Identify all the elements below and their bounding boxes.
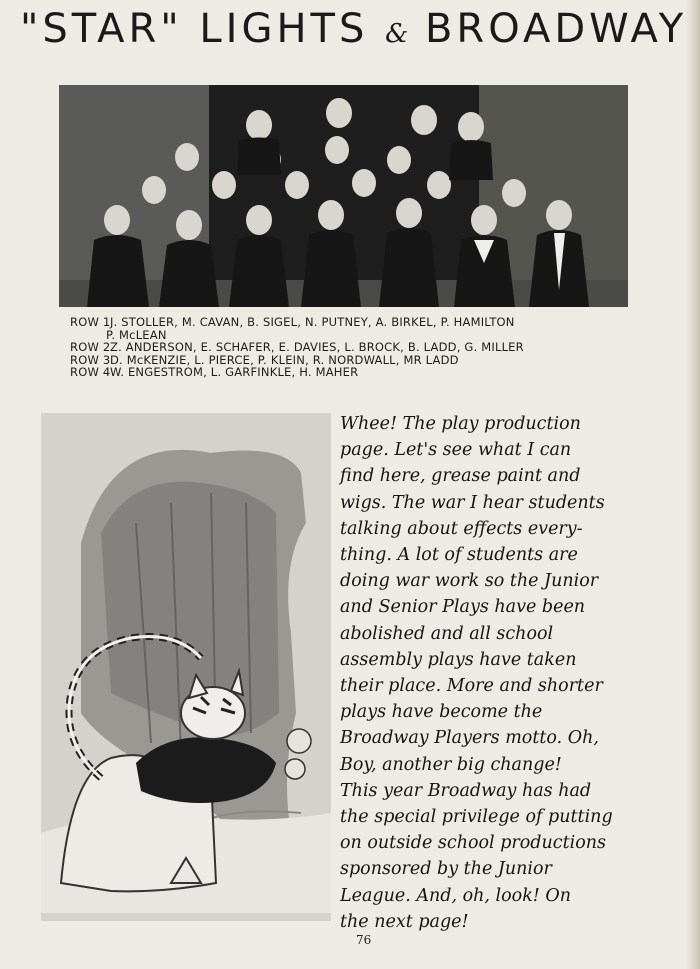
group-photo-image — [59, 85, 628, 307]
handwritten-line: Broadway Players motto. Oh, — [340, 728, 599, 749]
handwritten-line: wigs. The war I hear students — [340, 492, 605, 513]
handwritten-line: abolished and all school — [340, 623, 554, 644]
title-main: "STAR" LIGHTS — [20, 6, 369, 52]
caption-row-label: ROW 3 — [70, 352, 111, 367]
handwritten-line: the special privilege of putting — [340, 807, 613, 828]
handwritten-line: Whee! The play production — [340, 414, 581, 434]
tiger-curtain-illustration — [41, 413, 331, 921]
handwritten-line: on outside school productions — [340, 833, 606, 854]
title-ampersand: & — [385, 19, 409, 49]
caption-row-names: Z. ANDERSON, E. SCHAFER, E. DAVIES, L. BROCK, B. LADD, G. MILLER — [110, 340, 524, 354]
handwritten-line: sponsored by the Junior — [340, 859, 552, 880]
caption-row-names: J. STOLLER, M. CAVAN, B. SIGEL, N. PUTNEY, A. BIRKEL, P. HAMILTON — [110, 315, 515, 329]
handwritten-line: League. And, oh, look! On — [340, 885, 572, 906]
page-number: 76 — [356, 933, 372, 947]
handwritten-line: thing. A lot of students are — [340, 545, 578, 566]
photo-caption — [70, 316, 630, 379]
handwritten-line: assembly plays have taken — [340, 649, 577, 670]
handwritten-line: and Senior Plays have been — [340, 597, 586, 618]
handwritten-line: the next page! — [340, 911, 469, 932]
handwritten-line: their place. More and shorter — [340, 676, 603, 697]
title-end: BROADWAY — [424, 6, 688, 52]
handwritten-line: page. Let's see what I can — [340, 440, 572, 461]
caption-row-names: W. ENGESTROM, L. GARFINKLE, H. MAHER — [110, 365, 359, 379]
handwritten-line: find here, grease paint and — [340, 466, 581, 487]
caption-row-names: D. McKENZIE, L. PIERCE, P. KLEIN, R. NORDWALL, MR LADD — [110, 352, 459, 367]
caption-row-label: ROW 4 — [70, 365, 111, 379]
handwritten-line: This year Broadway has had — [340, 780, 592, 801]
caption-row-4 — [70, 366, 630, 379]
caption-row-names: P. McLEAN — [106, 327, 167, 342]
group-photo — [59, 85, 628, 307]
caption-row-label: ROW 2 — [70, 340, 111, 354]
handwritten-line: doing war work so the Junior — [340, 571, 599, 592]
illustration-drawing — [41, 413, 331, 921]
page-spine-shadow — [686, 0, 700, 969]
caption-row-label: ROW 1 — [70, 315, 111, 329]
handwritten-line: plays have become the — [340, 702, 543, 723]
handwritten-text — [340, 411, 678, 932]
handwritten-line: talking about effects every- — [340, 518, 583, 539]
page-title — [20, 6, 688, 68]
handwritten-line: Boy, another big change! — [340, 754, 562, 775]
